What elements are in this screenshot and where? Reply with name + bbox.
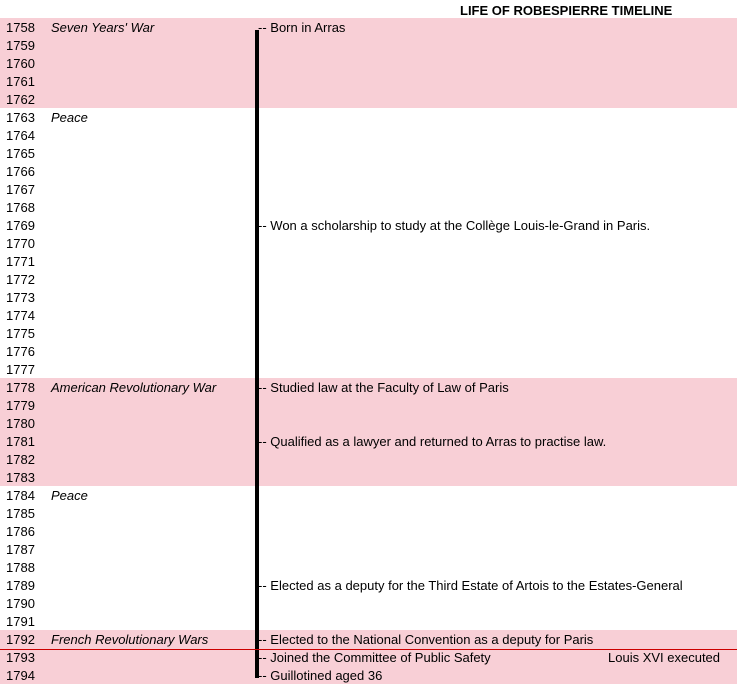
year-label: 1782 [6,452,35,467]
period-band [0,108,737,378]
period-label: French Revolutionary Wars [51,632,209,647]
year-label: 1790 [6,596,35,611]
year-label: 1779 [6,398,35,413]
event-text: Elected to the National Convention as a deputy for Paris [270,632,594,647]
side-note: Louis XVI executed [608,650,721,665]
timeline-event [258,217,650,235]
year-label: 1781 [6,434,35,449]
event-connector: -- [258,650,271,665]
year-label: 1787 [6,542,35,557]
event-connector: -- [258,380,271,395]
event-connector: -- [258,434,271,449]
year-label: 1789 [6,578,35,593]
year-label: 1765 [6,146,35,161]
year-label: 1772 [6,272,35,287]
year-label: 1786 [6,524,35,539]
year-label: 1777 [6,362,35,377]
year-label: 1774 [6,308,35,323]
period-label: Peace [51,488,88,503]
timeline-event [258,649,491,667]
year-label: 1775 [6,326,35,341]
year-label: 1784 [6,488,35,503]
period-band [0,486,737,630]
event-connector: -- [258,20,271,35]
event-text: Joined the Committee of Public Safety [270,650,491,665]
period-label: Seven Years' War [51,20,155,35]
year-label: 1780 [6,416,35,431]
event-connector: -- [258,632,271,647]
year-label: 1764 [6,128,35,143]
event-text: Qualified as a lawyer and returned to Arras to practise law. [270,434,607,449]
timeline-event [258,379,509,397]
timeline-event [258,433,606,451]
event-connector: -- [258,668,271,683]
timeline-title: LIFE OF ROBESPIERRE TIMELINE [460,3,673,18]
year-label: 1763 [6,110,35,125]
year-label: 1762 [6,92,35,107]
year-label: 1771 [6,254,35,269]
timeline-event [258,577,683,595]
event-connector: -- [258,218,271,233]
timeline-event [258,667,382,685]
year-label: 1778 [6,380,35,395]
year-label: 1793 [6,650,35,665]
period-label: American Revolutionary War [51,380,217,395]
year-label: 1788 [6,560,35,575]
timeline-event [258,19,345,37]
year-label: 1776 [6,344,35,359]
event-text: Won a scholarship to study at the Collège Louis-le-Grand in Paris. [270,218,651,233]
year-label: 1759 [6,38,35,53]
year-label: 1760 [6,56,35,71]
year-label: 1785 [6,506,35,521]
event-text: Guillotined aged 36 [270,668,383,683]
timeline-event [258,631,593,649]
year-label: 1792 [6,632,35,647]
year-label: 1761 [6,74,35,89]
year-label: 1766 [6,164,35,179]
year-label: 1770 [6,236,35,251]
event-connector: -- [258,578,271,593]
year-label: 1773 [6,290,35,305]
event-text: Studied law at the Faculty of Law of Paris [270,380,509,395]
year-label: 1783 [6,470,35,485]
year-label: 1794 [6,668,35,683]
year-label: 1767 [6,182,35,197]
year-label: 1791 [6,614,35,629]
year-label: 1758 [6,20,35,35]
year-label: 1768 [6,200,35,215]
event-text: Born in Arras [270,20,346,35]
year-label: 1769 [6,218,35,233]
event-text: Elected as a deputy for the Third Estate of Artois to the Estates-General [270,578,683,593]
period-label: Peace [51,110,88,125]
